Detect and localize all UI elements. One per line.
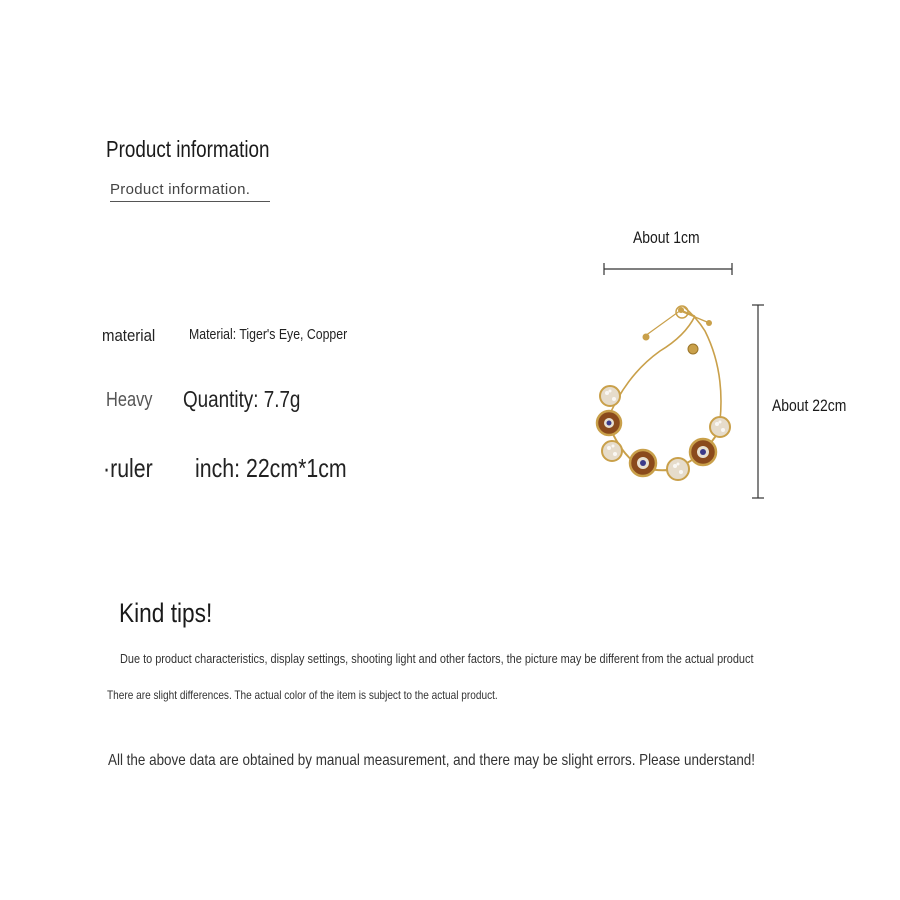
bracelet-image (585, 256, 775, 506)
measurement-note: All the above data are obtained by manual measurement, and there may be slight errors. Please understand! (108, 752, 755, 769)
kind-tips-title: Kind tips! (119, 598, 213, 628)
weight-value: Quantity: 7.7g (183, 386, 301, 412)
kind-tips-line-2: There are slight differences. The actual color of the item is subject to the actual product. (107, 688, 498, 702)
product-info-subtitle: Product information. (110, 181, 251, 198)
ruler-label: ·ruler (103, 453, 153, 483)
weight-label: Heavy (106, 389, 153, 411)
ruler-value: inch: 22cm*1cm (195, 453, 347, 483)
product-info-title: Product information (106, 136, 270, 162)
kind-tips-line-1: Due to product characteristics, display settings, shooting light and other factors, the picture may be different from the actual product (120, 651, 754, 666)
subtitle-underline (110, 201, 270, 202)
height-dimension-label: About 22cm (772, 396, 847, 415)
material-value: Material: Tiger's Eye, Copper (189, 326, 348, 343)
material-label: material (102, 326, 156, 345)
width-dimension-label: About 1cm (633, 228, 700, 247)
